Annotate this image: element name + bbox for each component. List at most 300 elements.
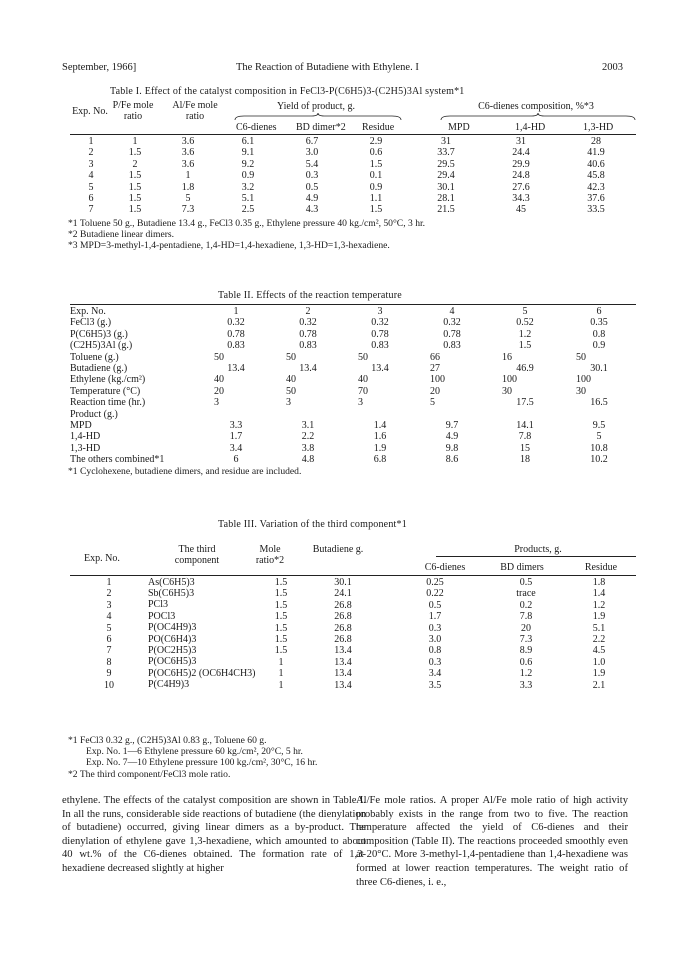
- table-cell: 50: [358, 351, 368, 363]
- table-cell: 7.3: [181, 204, 195, 216]
- table-cell: 30.1: [437, 181, 455, 193]
- table-row: [70, 611, 636, 622]
- table-cell: 10: [104, 679, 114, 691]
- table-cell: 5: [430, 397, 435, 409]
- table-cell: 0.83: [371, 340, 389, 352]
- table-cell: 1.5: [274, 622, 288, 634]
- table-cell: 100: [576, 374, 591, 386]
- table-cell: 1.9: [592, 611, 606, 623]
- table-cell: 5.1: [592, 622, 606, 634]
- table-cell: 1.9: [592, 668, 606, 680]
- table-cell: 30: [502, 385, 512, 397]
- table-cell: 50: [286, 351, 296, 363]
- table-row: [70, 420, 636, 431]
- table-row: [70, 577, 636, 588]
- table-cell: 1.5: [128, 193, 142, 205]
- row-label: (C2H5)3Al (g.): [70, 340, 133, 352]
- table1-head-alfe: Al/Fe mole ratio: [172, 100, 218, 122]
- table-cell: 1.6: [373, 431, 387, 443]
- table-cell: 9.1: [241, 147, 255, 159]
- table-cell: 3.4: [229, 442, 243, 454]
- table-header-cell: 3: [377, 306, 383, 317]
- table-cell: 50: [576, 351, 586, 363]
- table-cell: 0.3: [305, 170, 319, 182]
- table-cell: 3.0: [305, 147, 319, 159]
- table-cell: 0.9: [369, 181, 383, 193]
- table-cell: PO(C6H4)3: [148, 633, 197, 645]
- table3-head-butadiene: Butadiene g.: [312, 544, 364, 555]
- table-cell: 3: [106, 599, 112, 611]
- table-cell: 40: [214, 374, 224, 386]
- row-label: Toluene (g.): [70, 351, 119, 363]
- table-header-row: [70, 306, 636, 317]
- table-cell: 0.1: [369, 170, 383, 182]
- table3-head-bddimers: BD dimers: [500, 562, 544, 573]
- table-cell: 24.4: [512, 147, 530, 159]
- table-cell: 1.5: [128, 147, 142, 159]
- table-cell: 42.3: [587, 181, 605, 193]
- table-header-cell: 1: [233, 306, 239, 317]
- table2-body: [70, 306, 636, 466]
- row-label: 1,3-HD: [70, 442, 101, 454]
- table-cell: 0.5: [519, 577, 533, 588]
- footnote: *3 MPD=3-methyl-1,4-pentadiene, 1,4-HD=1,4-hexadiene, 1,3-HD=1,3-hexadiene.: [68, 240, 390, 252]
- table-cell: 0.32: [443, 317, 461, 329]
- table-cell: 1.5: [274, 588, 288, 600]
- table1-composition-brace: [440, 113, 636, 121]
- table-cell: 1.1: [369, 193, 383, 205]
- table-cell: 5: [185, 193, 191, 205]
- table-cell: 16: [502, 351, 512, 363]
- table-cell: P(OC2H5)3: [148, 644, 197, 656]
- table-row: [70, 374, 636, 385]
- row-label: MPD: [70, 420, 92, 432]
- row-label: P(C6H5)3 (g.): [70, 328, 128, 340]
- table-cell: 0.9: [592, 340, 606, 352]
- body-text-left-column: ethylene. The effects of the catalyst composition are shown in Table I. In all the runs, considerable side reactions of butadiene (the dienylation of butadiene) occurred, giving linear dimers as a by-product. The dienylation of ethylene gave 1,3-hexadiene, which amounted to about 40 wt.% of the C6-dienes obtained. The formation rate of 1,3-hexadiene decreased slightly at higher: [62, 795, 366, 874]
- table-cell: 3.8: [301, 442, 315, 454]
- table-row: [70, 443, 636, 454]
- table-cell: 5: [596, 431, 602, 443]
- table-cell: 7: [106, 645, 112, 657]
- footnote: *1 FeCl3 0.32 g., (C2H5)3Al 0.83 g., Toluene 60 g.: [68, 735, 267, 746]
- table-cell: 100: [502, 374, 517, 386]
- row-label: Butadiene (g.): [70, 363, 128, 375]
- table-cell: 30: [576, 385, 586, 397]
- table-cell: [272, 409, 344, 420]
- table-cell: 1.2: [519, 668, 533, 680]
- table-row: [70, 645, 636, 656]
- table-cell: 13.4: [334, 656, 352, 668]
- table-cell: 0.3: [428, 622, 442, 634]
- table1-body: [70, 136, 636, 216]
- table-row: [70, 170, 636, 181]
- table-cell: 6: [106, 634, 112, 646]
- table-header-cell: Exp. No.: [70, 306, 106, 317]
- table-cell: 29.9: [512, 158, 530, 170]
- table-cell: 4: [88, 170, 94, 182]
- table-cell: P(OC6H5)3: [148, 656, 197, 668]
- table-row: [70, 159, 636, 170]
- table-header-cell: 5: [522, 306, 528, 317]
- table-cell: 1.2: [518, 328, 532, 340]
- table-cell: 13.4: [334, 679, 352, 691]
- table-row: [70, 317, 636, 328]
- table-cell: 0.78: [443, 328, 461, 340]
- table-row: [70, 454, 636, 465]
- table-row: [70, 136, 636, 147]
- table-cell: 5: [106, 622, 112, 634]
- table-cell: 33.5: [587, 204, 605, 216]
- table-cell: 2.9: [369, 136, 383, 147]
- footnote: *2 Butadiene linear dimers.: [68, 229, 175, 241]
- table-cell: 26.8: [334, 599, 352, 611]
- table-cell: P(OC6H5)2 (OC6H4CH3): [148, 667, 256, 679]
- table-cell: 28.1: [437, 193, 455, 205]
- table-cell: 13.4: [371, 363, 389, 375]
- table-row: [70, 386, 636, 397]
- table-cell: 9.7: [445, 420, 459, 432]
- row-label: Ethylene (kg./cm²): [70, 374, 146, 386]
- table-cell: 1.5: [128, 170, 142, 182]
- table-cell: 1.5: [274, 577, 288, 588]
- table-cell: P(C4H9)3: [148, 679, 190, 691]
- table-cell: 0.83: [443, 340, 461, 352]
- table-cell: 0.9: [241, 170, 255, 182]
- table1-rule: [70, 134, 636, 135]
- table-cell: 1.0: [592, 656, 606, 668]
- table-cell: 1.7: [428, 611, 442, 623]
- table1-footnotes: [68, 218, 425, 252]
- table1-yield-brace: [234, 113, 402, 121]
- table-row: [70, 204, 636, 215]
- table-cell: 10.2: [590, 454, 608, 466]
- row-label: Product (g.): [70, 408, 118, 420]
- table-cell: 1.5: [274, 599, 288, 611]
- table-cell: 8: [106, 656, 112, 668]
- table-cell: 1.9: [373, 442, 387, 454]
- table-cell: 0.78: [371, 328, 389, 340]
- table-cell: 70: [358, 385, 368, 397]
- table-cell: 10.8: [590, 442, 608, 454]
- table-cell: POCl3: [148, 610, 176, 622]
- table-row: [70, 588, 636, 599]
- table-cell: 29.5: [437, 158, 455, 170]
- table-cell: 0.8: [592, 328, 606, 340]
- table-cell: 15: [520, 442, 530, 454]
- table-cell: 40: [358, 374, 368, 386]
- table-cell: 5.1: [241, 193, 255, 205]
- table-row: [70, 634, 636, 645]
- table-cell: 8.9: [519, 645, 533, 657]
- table-cell: 0.5: [305, 181, 319, 193]
- table-cell: 0.2: [519, 599, 533, 611]
- table-row: [70, 431, 636, 442]
- table-cell: 1.5: [274, 611, 288, 623]
- running-header-left: September, 1966]: [62, 62, 137, 73]
- table1-head-res: Residue: [362, 122, 395, 133]
- table-cell: 17.5: [516, 397, 534, 409]
- table-cell: 3.4: [428, 668, 442, 680]
- table-cell: [344, 409, 416, 420]
- table-row: [70, 600, 636, 611]
- table-cell: [562, 409, 636, 420]
- table-cell: 0.6: [369, 147, 383, 159]
- table-cell: 2: [132, 158, 138, 170]
- table1-head-pfe: P/Fe mole ratio: [112, 100, 154, 122]
- table3-head-c6: C6-dienes: [424, 562, 466, 573]
- table-cell: 6: [88, 193, 94, 205]
- table-cell: 0.52: [516, 317, 534, 329]
- table-cell: 33.7: [437, 147, 455, 159]
- running-header-title: The Reaction of Butadiene with Ethylene. I: [236, 62, 419, 73]
- table3-rule: [70, 575, 636, 576]
- table-cell: 1.5: [369, 204, 383, 216]
- table-cell: 1: [185, 170, 191, 182]
- table-cell: 0.5: [428, 599, 442, 611]
- table-row: [70, 409, 636, 420]
- table-cell: 6: [233, 454, 239, 466]
- table-row: [70, 352, 636, 363]
- table-cell: 1.4: [592, 588, 606, 600]
- row-label: Temperature (°C): [70, 385, 141, 397]
- table-cell: 1.5: [369, 158, 383, 170]
- table-cell: 3: [214, 397, 219, 409]
- table-cell: Sb(C6H5)3: [148, 587, 195, 599]
- table-cell: 24.1: [334, 588, 352, 600]
- table-cell: [200, 409, 272, 420]
- table1-head-14hd: 1,4-HD: [515, 122, 546, 133]
- row-label: Reaction time (hr.): [70, 397, 146, 409]
- table-cell: 45.8: [587, 170, 605, 182]
- table3-head-products: Products, g.: [514, 544, 562, 555]
- table-cell: 1.5: [128, 204, 142, 216]
- table3-body: [70, 577, 636, 691]
- table-cell: 0.35: [590, 317, 608, 329]
- body-text-right-column: Al/Fe mole ratios. A proper Al/Fe mole ratio of high activity probably exists in the range from two to five. The reaction temperature affected the yield of C6-dienes and their composition (Table II). The reactions proceeded smoothly even at 20°C. More 3-methyl-1,4-pentadiene than 1,4-hexadiene was formed at lower reaction temperatures. The weight ratio of three C6-dienes, i. e.,: [356, 795, 628, 888]
- table-cell: 14.1: [516, 420, 534, 432]
- table-cell: 50: [286, 385, 296, 397]
- table-cell: 0.78: [227, 328, 245, 340]
- table-cell: 8.6: [445, 454, 459, 466]
- table-cell: 4.9: [445, 431, 459, 443]
- table-cell: 5.4: [305, 158, 319, 170]
- table-cell: 1: [88, 136, 94, 147]
- table-cell: 0.22: [426, 588, 444, 600]
- table-row: [70, 363, 636, 374]
- table-row: [70, 680, 636, 691]
- table-cell: 0.83: [227, 340, 245, 352]
- table-cell: 34.3: [512, 193, 530, 205]
- table-cell: 3.6: [181, 158, 195, 170]
- table3-head-residue: Residue: [584, 562, 618, 573]
- table-cell: 7.8: [519, 611, 533, 623]
- table-cell: 4.3: [305, 204, 319, 216]
- table-row: [70, 147, 636, 158]
- table-cell: 3.2: [241, 181, 255, 193]
- table-cell: 3.5: [428, 679, 442, 691]
- table-cell: 5: [88, 181, 94, 193]
- table1-head-composition: C6-dienes composition, %*3: [478, 101, 594, 112]
- table-cell: 18: [520, 454, 530, 466]
- table-cell: 2.1: [592, 679, 606, 691]
- table3-head-third: The third component: [174, 544, 220, 566]
- table3-products-rule: [436, 556, 636, 557]
- table-cell: 46.9: [516, 363, 534, 375]
- table-cell: 1: [278, 668, 284, 680]
- table-cell: 37.6: [587, 193, 605, 205]
- table-cell: 40.6: [587, 158, 605, 170]
- table-cell: 2: [106, 588, 112, 600]
- table-cell: 6.7: [305, 136, 319, 147]
- table-cell: 16.5: [590, 397, 608, 409]
- table-cell: 9.8: [445, 442, 459, 454]
- table3-head-exp: Exp. No.: [84, 553, 120, 564]
- table-row: [70, 193, 636, 204]
- table-cell: 4.9: [305, 193, 319, 205]
- table-cell: 1: [278, 656, 284, 668]
- table-cell: 45: [516, 204, 526, 216]
- table-row: [70, 182, 636, 193]
- table2-footnote: *1 Cyclohexene, butadiene dimers, and residue are included.: [68, 466, 302, 477]
- table-cell: 9.5: [592, 420, 606, 432]
- table-cell: 9: [106, 668, 112, 680]
- table-cell: 28: [591, 136, 601, 147]
- table-cell: 20: [214, 385, 224, 397]
- table-cell: 100: [430, 374, 445, 386]
- table-cell: 1.5: [518, 340, 532, 352]
- footnote: Exp. No. 7—10 Ethylene pressure 100 kg./cm², 30°C, 16 hr.: [86, 757, 318, 769]
- table-cell: 1.2: [592, 599, 606, 611]
- table-cell: trace: [516, 588, 536, 600]
- row-label: FeCl3 (g.): [70, 317, 112, 329]
- table-cell: 1.8: [592, 577, 606, 588]
- table-row: [70, 657, 636, 668]
- table-cell: 41.9: [587, 147, 605, 159]
- table-cell: 31: [516, 136, 526, 147]
- table-cell: 1.4: [373, 420, 387, 432]
- table-cell: 0.83: [299, 340, 317, 352]
- table-cell: 27.6: [512, 181, 530, 193]
- table-cell: 7.3: [519, 634, 533, 646]
- table-row: [70, 397, 636, 408]
- table-cell: 3.6: [181, 136, 195, 147]
- table-cell: 40: [286, 374, 296, 386]
- footnote: *1 Toluene 50 g., Butadiene 13.4 g., FeCl3 0.35 g., Ethylene pressure 40 kg./cm², 50°C, 3 hr.: [68, 218, 426, 229]
- table-cell: 20: [521, 622, 531, 634]
- table-cell: As(C6H5)3: [148, 576, 195, 588]
- table1-head-exp: Exp. No.: [72, 106, 108, 117]
- table-cell: 0.32: [227, 317, 245, 329]
- table-cell: 13.4: [299, 363, 317, 375]
- table1-title: Table I. Effect of the catalyst composition in FeCl3-P(C6H5)3-(C2H5)3Al system*1: [110, 86, 465, 97]
- page-number: 2003: [602, 62, 623, 73]
- table3-title: Table III. Variation of the third component*1: [218, 519, 407, 530]
- footnote: *2 The third component/FeCl3 mole ratio.: [68, 768, 231, 780]
- table-cell: 4: [106, 611, 112, 623]
- table-cell: 4.5: [592, 645, 606, 657]
- row-label: 1,4-HD: [70, 431, 101, 443]
- table-cell: 3.1: [301, 420, 315, 432]
- table-row: [70, 623, 636, 634]
- table-cell: 26.8: [334, 622, 352, 634]
- table-row: [70, 668, 636, 679]
- table-cell: 6.8: [373, 454, 387, 466]
- table-cell: 2.2: [301, 431, 315, 443]
- table-cell: PCl3: [148, 599, 169, 611]
- table-cell: 1.5: [274, 645, 288, 657]
- row-label: The others combined*1: [70, 454, 165, 466]
- table1-head-bd: BD dimer*2: [296, 122, 346, 133]
- table-cell: 0.8: [428, 645, 442, 657]
- table-cell: [488, 409, 562, 420]
- table-header-cell: 2: [305, 306, 311, 317]
- table-cell: 2: [88, 147, 94, 159]
- table-cell: 1.5: [128, 181, 142, 193]
- table-cell: 0.6: [519, 656, 533, 668]
- table-cell: 50: [214, 351, 224, 363]
- table-cell: 0.3: [428, 656, 442, 668]
- table-cell: 1: [132, 136, 138, 147]
- table-cell: 20: [430, 385, 440, 397]
- table1-head-yield: Yield of product, g.: [276, 101, 356, 112]
- table-cell: 1.5: [274, 634, 288, 646]
- table-cell: 0.32: [299, 317, 317, 329]
- table1-head-c6: C6-dienes: [236, 122, 277, 133]
- table1-head-13hd: 1,3-HD: [583, 122, 614, 133]
- table-cell: 26.8: [334, 611, 352, 623]
- table-cell: 3.3: [519, 679, 533, 691]
- table2-title: Table II. Effects of the reaction temperature: [218, 290, 402, 301]
- table-cell: 9.2: [241, 158, 255, 170]
- table-cell: 13.4: [227, 363, 245, 375]
- table-header-cell: 4: [449, 306, 455, 317]
- table-cell: 1: [278, 679, 284, 691]
- table-cell: 6.1: [241, 136, 255, 147]
- footnote: Exp. No. 1—6 Ethylene pressure 60 kg./cm², 20°C, 5 hr.: [86, 746, 303, 758]
- table2-rule: [70, 304, 636, 305]
- table-cell: 4.8: [301, 454, 315, 466]
- table-header-cell: 6: [596, 306, 602, 317]
- table-row: [70, 340, 636, 351]
- table3-footnotes: [68, 735, 317, 780]
- table-cell: 27: [430, 363, 440, 375]
- table-cell: 7: [88, 204, 94, 216]
- table-cell: 7.8: [518, 431, 532, 443]
- table-cell: 26.8: [334, 634, 352, 646]
- table-cell: 0.32: [371, 317, 389, 329]
- table-cell: 66: [430, 351, 440, 363]
- table3-head-mole: Mole ratio*2: [255, 544, 285, 566]
- table-row: [70, 329, 636, 340]
- table-cell: 31: [441, 136, 451, 147]
- table-cell: 24.8: [512, 170, 530, 182]
- table-cell: 3: [88, 158, 94, 170]
- table-cell: 3: [358, 397, 363, 409]
- table-cell: 3.3: [229, 420, 243, 432]
- table-cell: 30.1: [590, 363, 608, 375]
- table-cell: 2.2: [592, 634, 606, 646]
- table-cell: 0.25: [426, 577, 444, 588]
- table-cell: [416, 409, 488, 420]
- table-cell: 30.1: [334, 577, 352, 588]
- table-cell: P(OC4H9)3: [148, 622, 197, 634]
- table-cell: 0.78: [299, 328, 317, 340]
- table1-head-mpd: MPD: [448, 122, 470, 133]
- table-cell: 1.8: [181, 181, 195, 193]
- table-cell: 29.4: [437, 170, 455, 182]
- table-cell: 1.7: [229, 431, 243, 443]
